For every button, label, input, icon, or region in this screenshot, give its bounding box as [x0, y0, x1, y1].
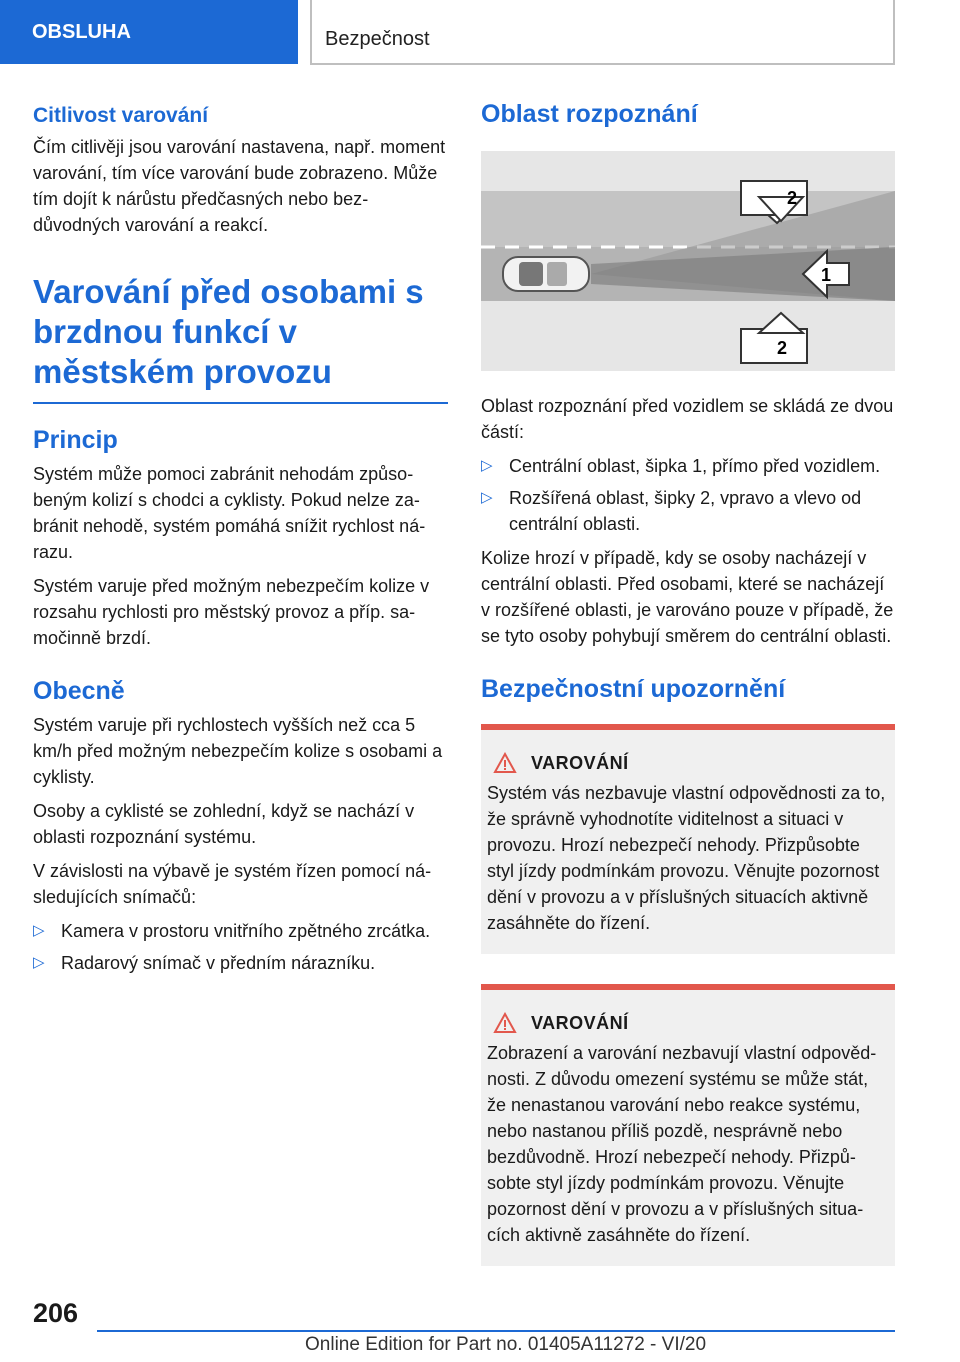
- header-divider: [310, 0, 312, 64]
- triangle-right-outline-icon: ▷: [33, 922, 45, 939]
- triangle-right-outline-icon: ▷: [481, 457, 493, 474]
- safety-heading: Bezpečnostní upozornění: [481, 675, 786, 703]
- triangle-right-outline-icon: ▷: [33, 954, 45, 971]
- warning-text: Systém vás nezbavuje vlastní odpovědnosti za to, že správně vyhodnotíte viditelnost a situaci v provozu. Hrozí nebezpečí nehody. Přizpůsobte styl jízdy podmínkám provozu. Věnujte pozornost dění v provozu a v příslušných situacích aktivně zasáhněte do řízení.: [487, 783, 886, 933]
- main-heading: Varování před osobami s brzdnou funkcí v městském provozu: [33, 273, 424, 390]
- warning-box-1: [481, 724, 895, 954]
- car-icon: [503, 257, 589, 291]
- detection-paragraph-2: Kolize hrozí v případě, kdy se osoby nacházejí v centrální oblasti. Před osobami, které se nacházejí v rozšířené oblasti, je varováno pouze v případě, že se tyto osoby pohybují směrem do centrální oblasti.: [481, 548, 894, 646]
- general-paragraph-2: Osoby a cyklisté se zohlední, když se nachází v oblasti rozpoznání systému.: [33, 801, 415, 847]
- right-column: [481, 100, 895, 1286]
- list-item: ▷ Radarový snímač v předním nárazníku.: [33, 950, 448, 976]
- detection-intro: Oblast rozpoznání před vozidlem se skládá ze dvou částí:: [481, 396, 894, 442]
- list-item: ▷ Rozšířená oblast, šipky 2, vpravo a vlevo od centrální oblasti.: [481, 485, 895, 537]
- detection-heading: Oblast rozpoznání: [481, 100, 698, 128]
- section-tab: [0, 0, 298, 64]
- list-item: ▷ Kamera v prostoru vnitřního zpětného zrcátka.: [33, 918, 448, 944]
- chapter-title: Bezpečnost: [325, 28, 430, 50]
- sensitivity-heading: Citlivost varování: [33, 104, 209, 127]
- warning-box-2: [481, 984, 895, 1266]
- general-paragraph-1: Systém varuje při rychlostech vyšších než cca 5 km/h před možným nebezpečím kolize s osobami a cyklisty.: [33, 715, 443, 787]
- principle-heading: Princip: [33, 426, 118, 454]
- general-paragraph-3: V závislosti na výbavě je systém řízen pomocí následujících snímačů:: [33, 861, 432, 907]
- principle-paragraph-2: Systém varuje před možným nebezpečím kolize v rozsahu rychlosti pro městský provoz a příp. samočinně brzdí.: [33, 576, 430, 648]
- footer-rule: [97, 1330, 895, 1332]
- triangle-right-outline-icon: ▷: [481, 489, 493, 506]
- general-heading: Obecně: [33, 677, 125, 705]
- svg-text:2: 2: [777, 338, 788, 358]
- warning-title: VAROVÁNÍ: [531, 752, 629, 773]
- sensitivity-text: Čím citlivěji jsou varování nastavena, např. moment varování, tím více varování bude zobrazeno. Může tím dojít k nárůstu předčasných nebo bezdůvodných varování a reakcí.: [33, 137, 446, 235]
- warning-triangle-icon: [493, 752, 517, 774]
- principle-paragraph-1: Systém může pomoci zabránit nehodám způsobeným kolizí s chodci a cyklisty. Pokud nelze zabránit nehodě, systém pomáhá snížit rychlost nárazu.: [33, 464, 426, 562]
- left-column: [33, 100, 448, 984]
- warning-triangle-icon: [493, 1012, 517, 1034]
- warning-title: VAROVÁNÍ: [531, 1012, 629, 1033]
- heading-rule: [33, 402, 448, 404]
- detection-list: [481, 453, 895, 537]
- section-label: OBSLUHA: [32, 20, 131, 43]
- svg-text:1: 1: [821, 265, 832, 285]
- svg-text:2: 2: [787, 188, 798, 208]
- header-underline: [310, 63, 895, 65]
- header-right-border: [893, 0, 895, 64]
- sensor-list: [33, 918, 448, 976]
- detection-area-figure: [481, 151, 895, 371]
- detection-area-diagram: [481, 151, 895, 371]
- list-item: ▷ Centrální oblast, šipka 1, přímo před vozidlem.: [481, 453, 895, 479]
- warning-text: Zobrazení a varování nezbavují vlastní odpovědnosti. Z důvodu omezení systému se může stát, že nenastanou varování nebo reakce systému, nebo nastanou příliš pozdě, nesprávně nebo bezdůvodně. Hrozí nebezpečí nehody. Přizpůsobte styl jízdy podmínkám provozu. Věnujte pozornost dění v provozu a v příslušných situacích aktivně zasáhněte do řízení.: [487, 1043, 877, 1245]
- page-number: 206: [33, 1298, 79, 1328]
- edition-text: Online Edition for Part no. 01405A11272 - VI/20: [305, 1334, 707, 1355]
